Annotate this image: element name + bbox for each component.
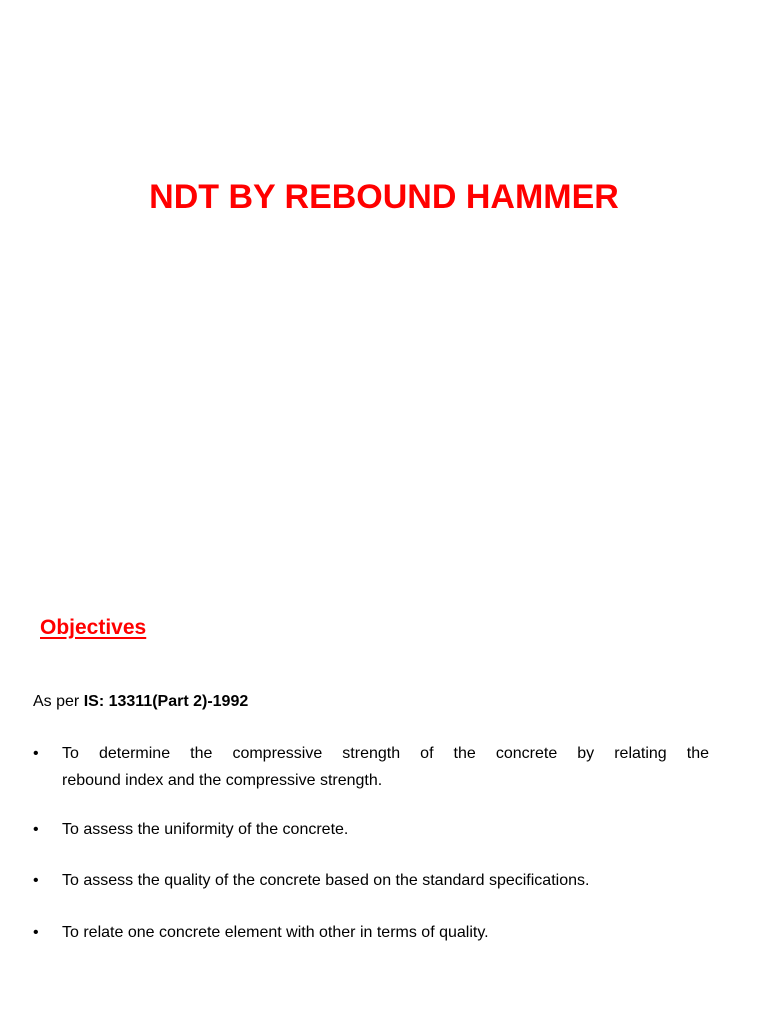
list-item — [33, 867, 709, 894]
list-item — [33, 816, 709, 843]
slide-title: NDT BY REBOUND HAMMER — [149, 178, 619, 216]
bullet-text: To assess the quality of the concrete based on the standard specifications. — [62, 872, 590, 889]
list-item — [33, 740, 709, 794]
as-per-prefix: As per — [33, 693, 80, 710]
bullet-icon: • — [33, 821, 39, 838]
bullet-text-line: To determine the compressive strength of the concrete by relating the — [62, 745, 709, 762]
list-item — [33, 919, 709, 946]
bullet-text — [62, 740, 709, 794]
bullet-icon: • — [33, 872, 39, 889]
bullet-icon: • — [33, 924, 39, 941]
objectives-heading: Objectives — [40, 616, 147, 639]
standard-reference — [33, 691, 248, 713]
bullet-text-line: rebound index and the compressive strength. — [62, 772, 383, 789]
bullet-text: To relate one concrete element with other in terms of quality. — [62, 924, 489, 941]
bullet-text: To assess the uniformity of the concrete. — [62, 821, 349, 838]
standard-code: IS: 13311(Part 2)-1992 — [83, 693, 249, 710]
bullet-icon: • — [33, 745, 39, 762]
